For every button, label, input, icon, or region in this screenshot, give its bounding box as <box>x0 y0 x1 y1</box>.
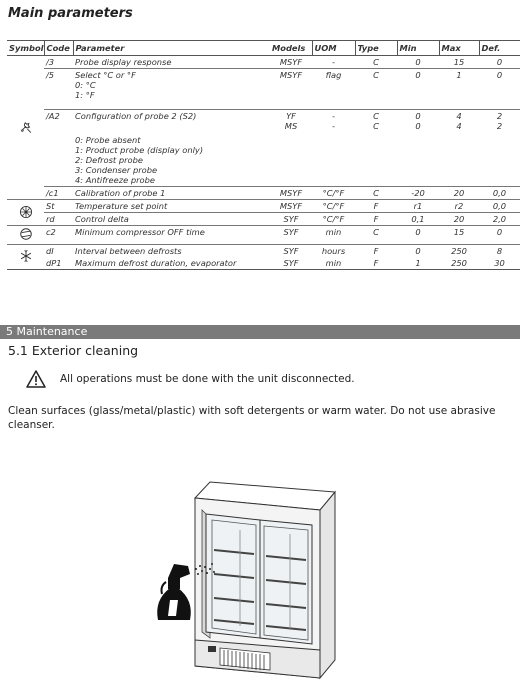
fan-thermo-icon <box>19 205 33 219</box>
table-row <box>7 213 520 226</box>
def-cell: 0 <box>479 69 520 110</box>
min-cell: r1 <box>397 200 439 213</box>
parameter-cell: Calibration of probe 1 <box>73 187 270 200</box>
option-line: 3: Condenser probe <box>75 165 158 175</box>
section-title: 5 Maintenance <box>0 325 520 339</box>
models-cell: SYF <box>270 213 312 226</box>
table-header-row <box>7 41 520 56</box>
header-min: Min <box>397 41 439 56</box>
option-line: 4: Antifreeze probe <box>75 175 155 185</box>
code-cell: rd <box>44 213 73 226</box>
defrost-icon <box>19 249 33 263</box>
uom-cell: °C/°F <box>312 187 355 200</box>
table-row <box>7 56 520 69</box>
min-cell: 0 <box>415 246 421 256</box>
warning-text: All operations must be done with the unit disconnected. <box>60 373 355 385</box>
table-row <box>7 200 520 213</box>
min-cell: 0 <box>397 226 439 245</box>
option-line: 1: Product probe (display only) <box>75 145 204 155</box>
code-cell: /c1 <box>44 187 73 200</box>
symbol-cell <box>7 56 44 200</box>
min-value: 0 <box>415 121 421 131</box>
max-cell: 250 <box>439 257 479 270</box>
table-row <box>7 69 520 110</box>
parameter-cell <box>73 110 270 187</box>
def-cell: 2,0 <box>479 213 520 226</box>
models-value: YF <box>286 111 296 121</box>
parameter-cell: Interval between defrosts <box>75 246 182 256</box>
type-cell: F <box>373 246 379 256</box>
subsection-title: 5.1 Exterior cleaning <box>8 343 139 358</box>
symbol-cell <box>7 226 44 245</box>
max-cell: 20 <box>439 187 479 200</box>
parameter-cell: Probe display response <box>73 56 270 69</box>
models-cell: MSYF <box>270 69 312 110</box>
header-max: Max <box>439 41 479 56</box>
table-row <box>7 187 520 200</box>
def-cell: 0 <box>479 226 520 245</box>
max-cell: 1 <box>439 69 479 110</box>
header-type: Type <box>355 41 397 56</box>
header-def: Def. <box>479 41 520 56</box>
uom-cell: °C/°F <box>312 213 355 226</box>
def-value: 2 <box>496 111 503 121</box>
header-parameter: Parameter <box>73 41 270 56</box>
parameter-cell: Minimum compressor OFF time <box>73 226 270 245</box>
uom-cell: min <box>312 257 355 270</box>
max-cell: 250 <box>451 246 467 256</box>
def-cell: 0,0 <box>479 187 520 200</box>
header-symbol: Symbol <box>7 41 44 56</box>
min-cell: 1 <box>397 257 439 270</box>
warning-icon <box>26 370 46 388</box>
def-cell: 8 <box>496 246 503 256</box>
parameter-cell: Temperature set point <box>73 200 270 213</box>
min-cell: 0 <box>397 69 439 110</box>
parameter-cell: Maximum defrost duration, evaporator <box>73 257 270 270</box>
parameter-cell: Control delta <box>73 213 270 226</box>
models-cell <box>270 110 312 187</box>
def-cell: 0 <box>479 56 520 69</box>
header-uom: UOM <box>312 41 355 56</box>
table-row <box>7 245 520 258</box>
wrench-icon <box>19 120 33 134</box>
type-cell: C <box>355 226 397 245</box>
uom-cell: flag <box>312 69 355 110</box>
models-cell: MSYF <box>270 187 312 200</box>
code-cell: /A2 <box>44 110 73 187</box>
header-models: Models <box>270 41 312 56</box>
warning-note <box>26 370 355 388</box>
min-cell: 0,1 <box>397 213 439 226</box>
uom-cell: - <box>312 56 355 69</box>
max-cell: r2 <box>439 200 479 213</box>
code-cell: St <box>44 200 73 213</box>
table-row <box>7 226 520 245</box>
models-cell: SYF <box>270 257 312 270</box>
models-cell: SYF <box>283 246 299 256</box>
code-cell: dP1 <box>44 257 73 270</box>
type-value: C <box>373 111 379 121</box>
code-cell: /5 <box>44 69 73 110</box>
def-cell: 0,0 <box>479 200 520 213</box>
type-cell: F <box>355 257 397 270</box>
type-cell: F <box>355 213 397 226</box>
parameter-cell <box>73 69 270 110</box>
type-cell <box>355 110 397 187</box>
max-value: 4 <box>456 111 462 121</box>
code-cell: c2 <box>44 226 73 245</box>
uom-value: - <box>332 121 335 131</box>
min-cell: 0 <box>397 56 439 69</box>
def-value: 2 <box>496 121 503 131</box>
type-value: C <box>373 121 379 131</box>
max-cell: 20 <box>439 213 479 226</box>
type-cell: F <box>355 200 397 213</box>
uom-cell: hours <box>321 246 346 256</box>
parameter-label: Select °C or °F <box>75 70 136 80</box>
models-cell: MSYF <box>270 200 312 213</box>
table-row <box>7 257 520 270</box>
max-cell: 15 <box>439 56 479 69</box>
min-cell: -20 <box>397 187 439 200</box>
cleaning-instructions: Clean surfaces (glass/metal/plastic) with soft detergents or warm water. Do not use abrasive cleanser. <box>8 405 496 431</box>
symbol-cell <box>7 200 44 226</box>
def-cell: 30 <box>479 257 520 270</box>
option-line: 0: Probe absent <box>75 135 141 145</box>
max-value: 4 <box>456 121 462 131</box>
def-cell <box>479 110 520 187</box>
models-cell: MSYF <box>270 56 312 69</box>
type-cell: C <box>355 187 397 200</box>
max-cell: 15 <box>439 226 479 245</box>
code-cell: dI <box>46 246 54 256</box>
models-cell: SYF <box>270 226 312 245</box>
compressor-icon <box>19 227 33 241</box>
type-cell: C <box>355 69 397 110</box>
parameters-table <box>7 40 520 270</box>
option-line: 2: Defrost probe <box>75 155 143 165</box>
option-line: 1: °F <box>75 90 95 100</box>
min-cell <box>397 110 439 187</box>
code-cell: /3 <box>44 56 73 69</box>
uom-cell: °C/°F <box>312 200 355 213</box>
option-line: 0: °C <box>75 80 96 90</box>
parameter-label: Configuration of probe 2 (S2) <box>75 111 197 121</box>
header-code: Code <box>44 41 73 56</box>
table-row <box>7 110 520 187</box>
uom-value: - <box>332 111 335 121</box>
symbol-cell <box>7 245 44 270</box>
uom-cell <box>312 110 355 187</box>
max-cell <box>439 110 479 187</box>
cabinet-cleaning-illustration <box>150 470 340 698</box>
models-value: MS <box>284 121 298 131</box>
uom-cell: min <box>312 226 355 245</box>
type-cell: C <box>355 56 397 69</box>
page-title: Main parameters <box>8 6 133 21</box>
min-value: 0 <box>415 111 421 121</box>
